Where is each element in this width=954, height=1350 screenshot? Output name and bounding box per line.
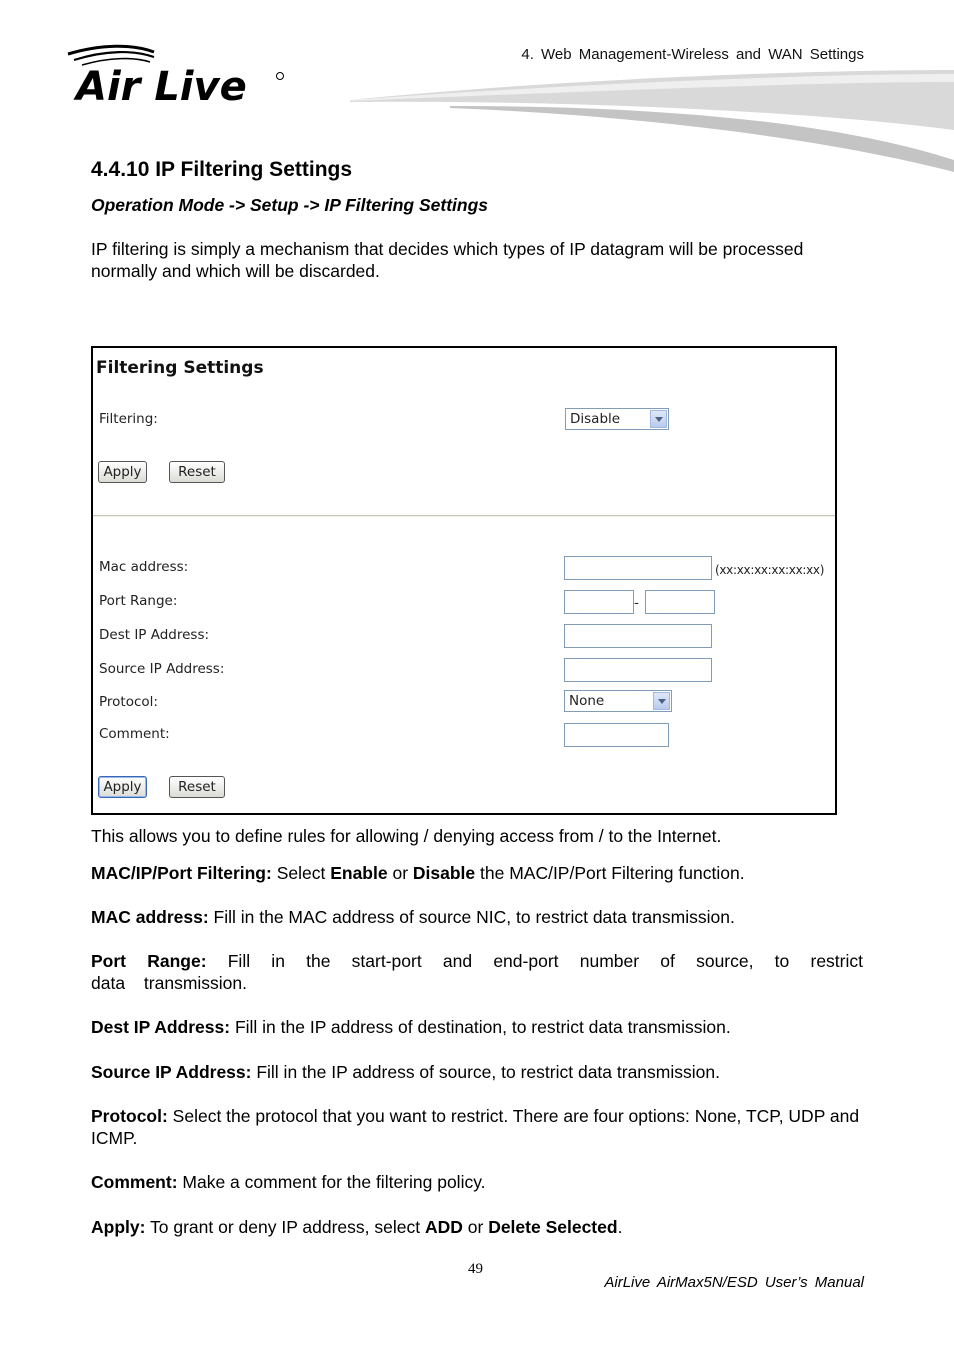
mac-address-input[interactable] [564, 556, 712, 580]
term: Port Range: [91, 951, 207, 971]
port-range-separator: - [634, 595, 639, 611]
port-range-paragraph [91, 950, 863, 994]
mac-format-hint: (xx:xx:xx:xx:xx:xx) [715, 563, 825, 577]
manual-title: AirLive AirMax5N/ESD User’s Manual [604, 1274, 864, 1291]
description: Fill in the IP address of destination, to restrict data transmission. [230, 1017, 731, 1037]
term: MAC/IP/Port Filtering: [91, 863, 272, 883]
term: Dest IP Address: [91, 1017, 231, 1037]
divider [93, 515, 835, 517]
port-range-start-input[interactable] [564, 590, 634, 614]
reset-button-bottom[interactable]: Reset [169, 776, 225, 798]
chevron-down-icon[interactable] [650, 410, 667, 428]
mac-ip-port-filtering-paragraph [91, 862, 863, 884]
description: Select the protocol that you want to restrict. There are four options: None, TCP, UDP and ICMP. [91, 1106, 860, 1148]
mac-address-label: Mac address: [99, 559, 189, 575]
term: Enable [330, 863, 388, 883]
source-ip-paragraph [91, 1061, 863, 1083]
description: Fill in the MAC address of source NIC, to restrict data transmission. [208, 907, 735, 927]
description: Make a comment for the filtering policy. [177, 1172, 486, 1192]
apply-paragraph [91, 1216, 863, 1238]
navigation-path: Operation Mode -> Setup -> IP Filtering Settings [91, 195, 489, 215]
text: To grant or deny IP address, select [145, 1217, 425, 1237]
term: Apply: [91, 1217, 146, 1237]
chevron-down-icon[interactable] [653, 692, 670, 710]
term: Source IP Address: [91, 1062, 252, 1082]
logo-text: Air Live [76, 64, 247, 110]
dest-ip-input[interactable] [564, 624, 712, 648]
text: or [462, 1217, 489, 1237]
comment-paragraph [91, 1171, 863, 1193]
term: MAC address: [91, 907, 209, 927]
protocol-select[interactable] [564, 690, 672, 712]
port-range-end-input[interactable] [645, 590, 715, 614]
dest-ip-label: Dest IP Address: [99, 627, 210, 643]
apply-button-top[interactable]: Apply [98, 461, 147, 483]
term: ADD [424, 1217, 463, 1237]
term: Disable [412, 863, 476, 883]
term: Protocol: [91, 1106, 168, 1126]
protocol-label: Protocol: [99, 694, 158, 710]
dest-ip-paragraph [91, 1016, 863, 1038]
filtering-label: Filtering: [99, 411, 158, 427]
text: or [387, 863, 413, 883]
comment-label: Comment: [99, 726, 170, 742]
source-ip-input[interactable] [564, 658, 712, 682]
page-number: 49 [468, 1261, 483, 1277]
term: Comment: [91, 1172, 178, 1192]
term: Delete Selected [488, 1217, 618, 1237]
protocol-paragraph [91, 1105, 863, 1149]
section-title: 4.4.10 IP Filtering Settings [91, 158, 353, 181]
intro-paragraph: IP filtering is simply a mechanism that decides which types of IP datagram will be processed normally and which will be discarded. [91, 239, 804, 281]
airlive-logo [62, 40, 292, 112]
header-swoosh-decoration [350, 60, 954, 180]
filtering-settings-screenshot [91, 346, 837, 815]
source-ip-label: Source IP Address: [99, 661, 225, 677]
panel-title: Filtering Settings [96, 358, 264, 378]
text: Select [271, 863, 331, 883]
reset-button-top[interactable]: Reset [169, 461, 225, 483]
apply-button-bottom[interactable]: Apply [98, 776, 147, 798]
text: . [617, 1217, 623, 1237]
filtering-select[interactable] [565, 408, 669, 430]
panel-caption: This allows you to define rules for allowing / denying access from / to the Internet. [91, 826, 722, 846]
chapter-header: 4. Web Management-Wireless and WAN Settings [521, 46, 864, 63]
description: Fill in the start-port and end-port number of source, to restrict data transmission. [91, 951, 863, 993]
description: Fill in the IP address of source, to restrict data transmission. [251, 1062, 720, 1082]
port-range-label: Port Range: [99, 593, 178, 609]
filtering-select-value: Disable [570, 411, 621, 427]
protocol-select-value: None [569, 693, 605, 709]
text: the MAC/IP/Port Filtering function. [475, 863, 745, 883]
comment-input[interactable] [564, 723, 669, 747]
mac-address-paragraph [91, 906, 863, 928]
